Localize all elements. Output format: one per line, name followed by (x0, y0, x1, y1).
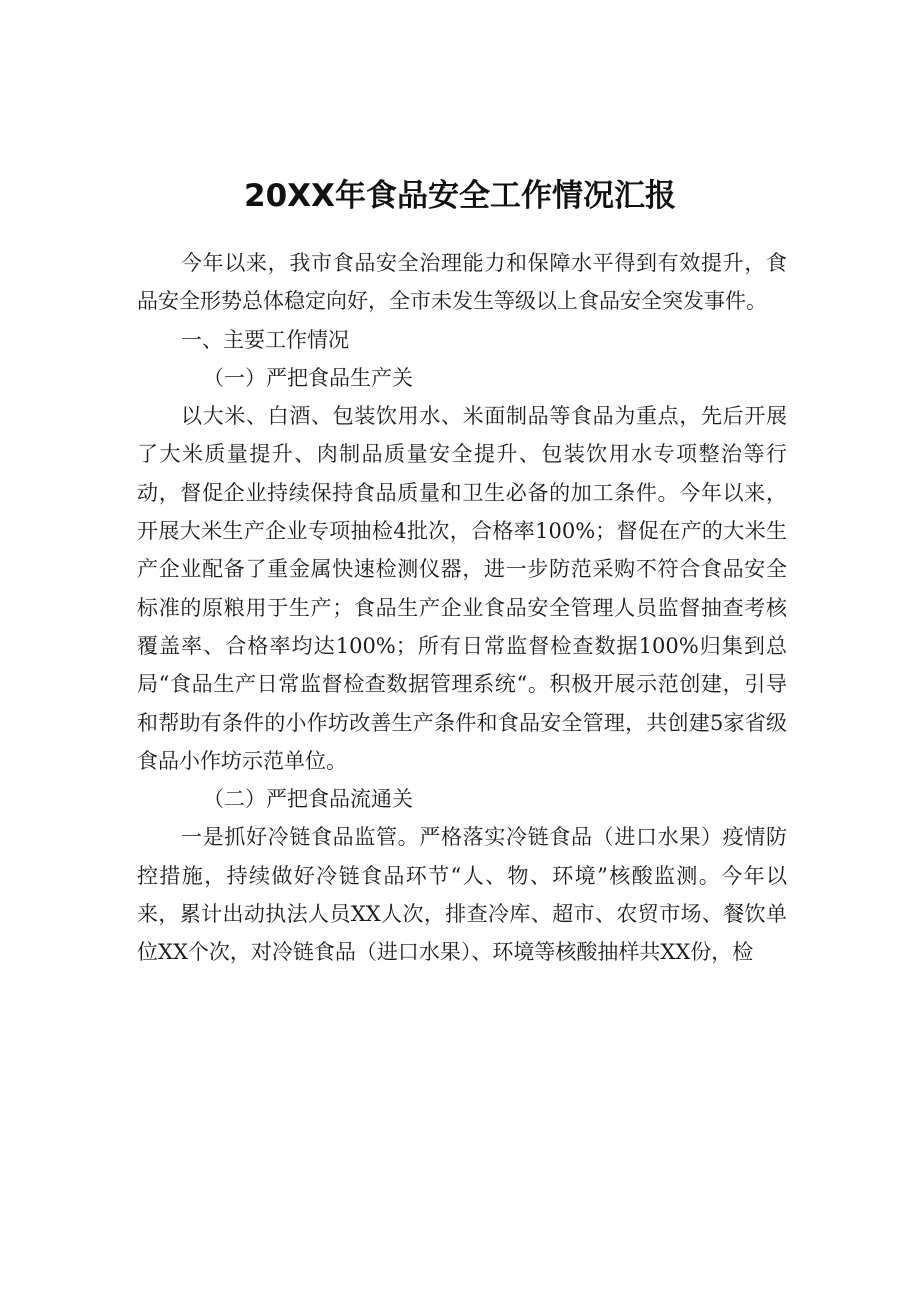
body-paragraph: 一是抓好冷链食品监管。严格落实冷链食品（进口水果）疫情防控措施，持续做好冷链食品环节“人、物、环境”核酸监测。今年以来，累计出动执法人员XX人次，排查冷库、超市、农贸市场、餐饮单位XX个次，对冷链食品（进口水果）、环境等核酸抽样共XX份，检 (137, 825, 787, 965)
subsection-heading: （一）严把食品生产关 (203, 365, 413, 390)
section-heading: 一、主要工作情况 (181, 327, 349, 352)
document-body (137, 244, 787, 972)
document-title: 20XX年食品安全工作情况汇报 (244, 178, 676, 214)
body-paragraph: 以大米、白酒、包装饮用水、米面制品等食品为重点，先后开展了大米质量提升、肉制品质量安全提升、包装饮用水专项整治等行动，督促企业持续保持食品质量和卫生必备的加工条件。今年以来，开展大米生产企业专项抽检4批次，合格率100%；督促在产的大米生产企业配备了重金属快速检测仪器，进一步防范采购不符合食品安全标准的原粮用于生产；食品生产企业食品安全管理人员监督抽查考核覆盖率、合格率均达100%；所有日常监督检查数据100%归集到总局“食品生产日常监督检查数据管理系统“。积极开展示范创建，引导和帮助有条件的小作坊改善生产条件和食品安全管理，共创建5家省级食品小作坊示范单位。 (137, 404, 787, 773)
subsection-heading: （二）严把食品流通关 (203, 787, 413, 812)
intro-paragraph: 今年以来，我市食品安全治理能力和保障水平得到有效提升，食品安全形势总体稳定向好，全市未发生等级以上食品安全突发事件。 (137, 251, 787, 314)
